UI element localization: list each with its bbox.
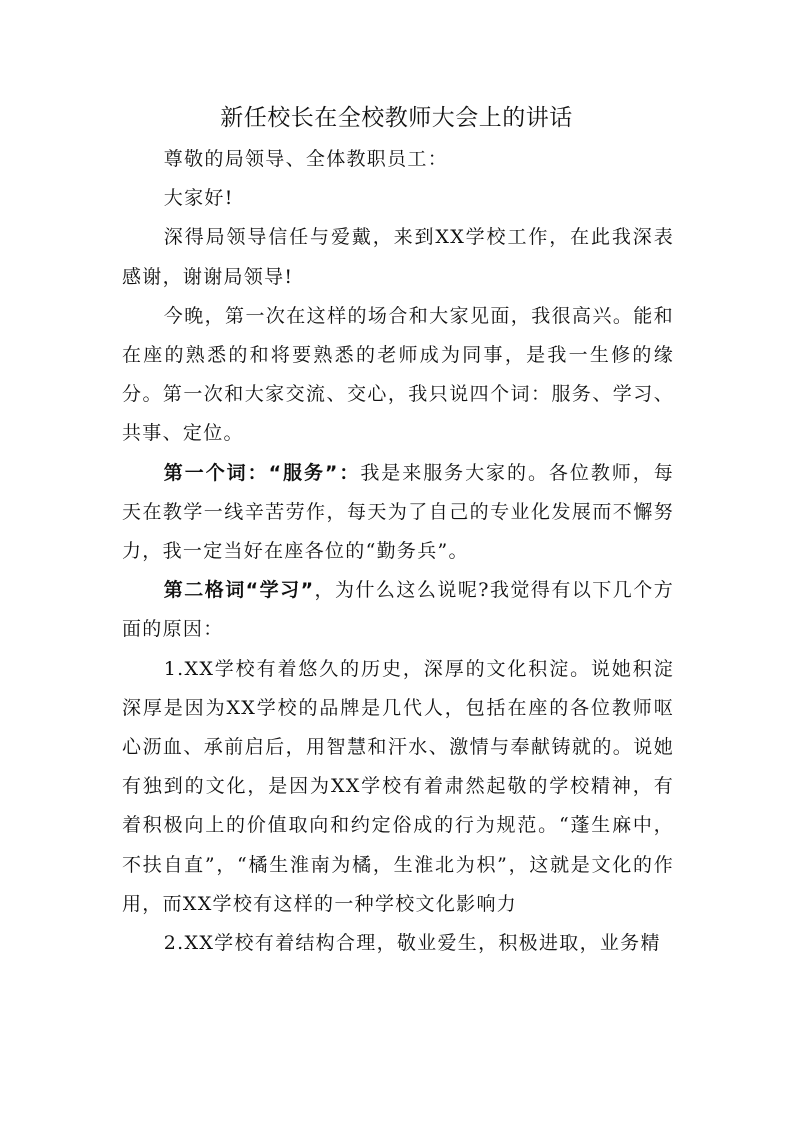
paragraph-greeting: 大家好! [163,187,234,210]
paragraph-service: 第一个词：“服务”：我是来服务大家的。各位教师，每天在教学一线辛苦劳作，每天为了自己的专业化发展而不懈努力，我一定当好在座各位的“勤务兵”。 [122,461,674,563]
document-title: 新任校长在全校教师大会上的讲话 [220,105,573,131]
paragraph-reason-1: 1.XX学校有着悠久的历史，深厚的文化积淀。说她积淀深厚是因为XX学校的品牌是几代人，包括在座的各位教师呕心沥血、承前启后，用智慧和汗水、激情与奉献铸就的。说她有独到的文化，是因为XX学校有着肃然起敬的学校精神，有着积极向上的价值取向和约定俗成的行为规范。“蓬生麻中，不扶自直”，“橘生淮南为橘，生淮北为枳”，这就是文化的作用，而XX学校有这样的一种学校文化影响力 [122,657,674,915]
paragraph-salutation: 尊敬的局领导、全体教职员工： [163,148,448,170]
paragraph-thanks: 深得局领导信任与爱戴，来到XX学校工作，在此我深表感谢，谢谢局领导! [122,226,674,288]
document-body [122,140,674,963]
paragraph-learning: 第二格词“学习”，为什么这么说呢?我觉得有以下几个方面的原因： [122,579,674,641]
paragraph-lead: 第一个词：“服务”： [163,461,361,484]
paragraph-reason-2: 2.XX学校有着结构合理，敬业爱生，积极进取，业务精 [163,932,661,955]
paragraph-intro: 今晚，第一次在这样的场合和大家见面，我很高兴。能和在座的熟悉的和将要熟悉的老师成为同事，是我一生修的缘分。第一次和大家交流、交心，我只说四个词：服务、学习、共事、定位。 [122,304,674,445]
paragraph-lead: 第二格词“学习” [163,579,315,602]
